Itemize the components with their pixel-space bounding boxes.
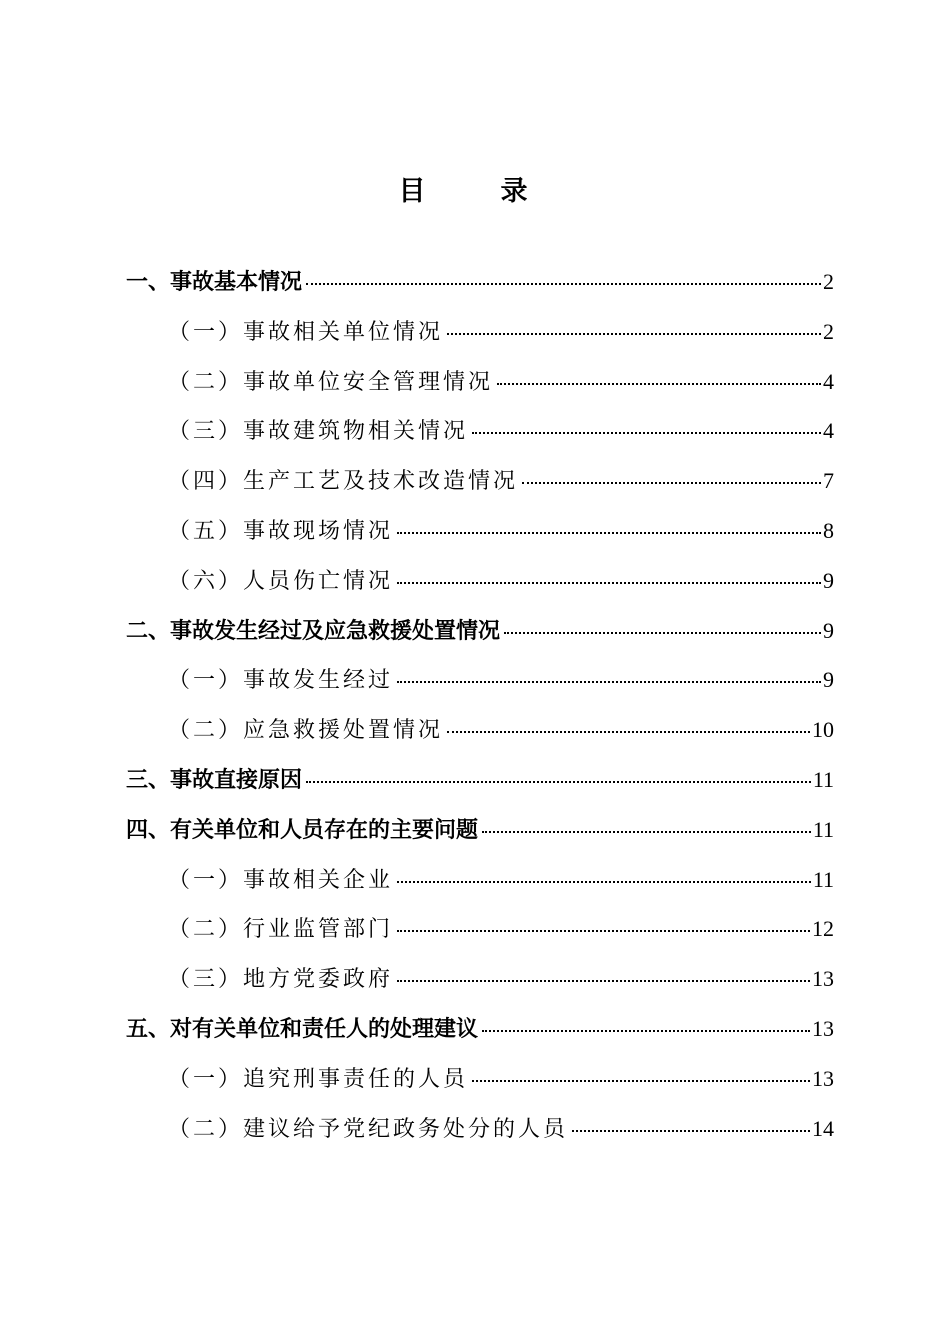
toc-dot-leader (306, 781, 811, 783)
toc-dot-leader (522, 482, 821, 484)
toc-page-number: 4 (823, 418, 834, 444)
toc-entry-label: （三）事故建筑物相关情况 (168, 419, 469, 445)
toc-subsection-entry[interactable] (126, 560, 834, 610)
toc-list (126, 261, 834, 1157)
toc-entry-label: （三）地方党委政府 (168, 967, 394, 993)
toc-entry-label: （五）事故现场情况 (168, 518, 394, 544)
toc-dot-leader (482, 1030, 810, 1032)
toc-page-number: 9 (823, 617, 834, 643)
toc-page-number: 4 (823, 368, 834, 394)
toc-page-number: 2 (823, 269, 834, 294)
toc-page-number: 13 (812, 1015, 834, 1041)
toc-section-entry[interactable] (126, 610, 834, 660)
toc-entry-label: （六）人员伤亡情况 (168, 568, 394, 594)
toc-dot-leader (397, 930, 810, 932)
toc-section-entry[interactable] (126, 759, 834, 809)
toc-section-entry[interactable] (126, 261, 834, 311)
toc-subsection-entry[interactable] (126, 1058, 834, 1108)
toc-dot-leader (397, 881, 811, 883)
toc-section-entry[interactable] (126, 1008, 834, 1058)
toc-dot-leader (504, 632, 821, 634)
toc-page-number: 12 (812, 916, 834, 942)
toc-entry-label: （二）应急救援处置情况 (168, 718, 444, 744)
toc-page-number: 7 (823, 468, 834, 494)
toc-entry-label: （二）事故单位安全管理情况 (168, 369, 494, 395)
toc-entry-label: （二）建议给予党纪政务处分的人员 (168, 1116, 569, 1142)
toc-page-number: 11 (812, 766, 834, 792)
toc-subsection-entry[interactable] (126, 958, 834, 1008)
toc-page-number: 10 (812, 717, 834, 743)
toc-subsection-entry[interactable] (126, 659, 834, 709)
toc-dot-leader (472, 432, 821, 434)
toc-entry-label: 二、事故发生经过及应急救援处置情况 (126, 618, 501, 644)
toc-entry-label: 三、事故直接原因 (126, 767, 303, 793)
toc-subsection-entry[interactable] (126, 361, 834, 411)
toc-entry-label: 一、事故基本情况 (126, 270, 303, 295)
toc-subsection-entry[interactable] (126, 460, 834, 510)
toc-dot-leader (472, 1080, 810, 1082)
toc-page-number: 9 (823, 667, 834, 693)
toc-dot-leader (482, 831, 811, 833)
toc-page-number: 11 (812, 866, 834, 892)
toc-entry-label: 五、对有关单位和责任人的处理建议 (126, 1016, 479, 1042)
toc-entry-label: （一）事故相关单位情况 (168, 319, 444, 345)
toc-subsection-entry[interactable] (126, 1108, 834, 1158)
toc-page-number: 11 (812, 816, 834, 842)
toc-page-number: 13 (812, 966, 834, 992)
toc-subsection-entry[interactable] (126, 311, 834, 361)
toc-page-number: 14 (812, 1115, 834, 1141)
toc-entry-label: 四、有关单位和人员存在的主要问题 (126, 817, 479, 843)
toc-entry-label: （二）行业监管部门 (168, 917, 394, 943)
toc-subsection-entry[interactable] (126, 510, 834, 560)
toc-dot-leader (497, 383, 821, 385)
toc-section-entry[interactable] (126, 809, 834, 859)
toc-title: 目 录 (398, 176, 552, 207)
toc-page-number: 8 (823, 517, 834, 543)
toc-page-number: 13 (812, 1065, 834, 1091)
toc-entry-label: （一）事故发生经过 (168, 668, 394, 694)
toc-page-number: 9 (823, 567, 834, 593)
toc-dot-leader (397, 980, 810, 982)
toc-entry-label: （四）生产工艺及技术改造情况 (168, 469, 519, 495)
toc-dot-leader (397, 532, 821, 534)
toc-subsection-entry[interactable] (126, 709, 834, 759)
toc-subsection-entry[interactable] (126, 859, 834, 909)
toc-subsection-entry[interactable] (126, 410, 834, 460)
toc-dot-leader (397, 582, 821, 584)
toc-dot-leader (397, 681, 821, 683)
toc-entry-label: （一）事故相关企业 (168, 867, 394, 893)
toc-entry-label: （一）追究刑事责任的人员 (168, 1066, 469, 1092)
toc-dot-leader (447, 731, 810, 733)
toc-dot-leader (306, 283, 821, 285)
toc-page-number: 2 (823, 318, 834, 344)
toc-dot-leader (447, 333, 821, 335)
toc-dot-leader (572, 1130, 810, 1132)
toc-subsection-entry[interactable] (126, 908, 834, 958)
